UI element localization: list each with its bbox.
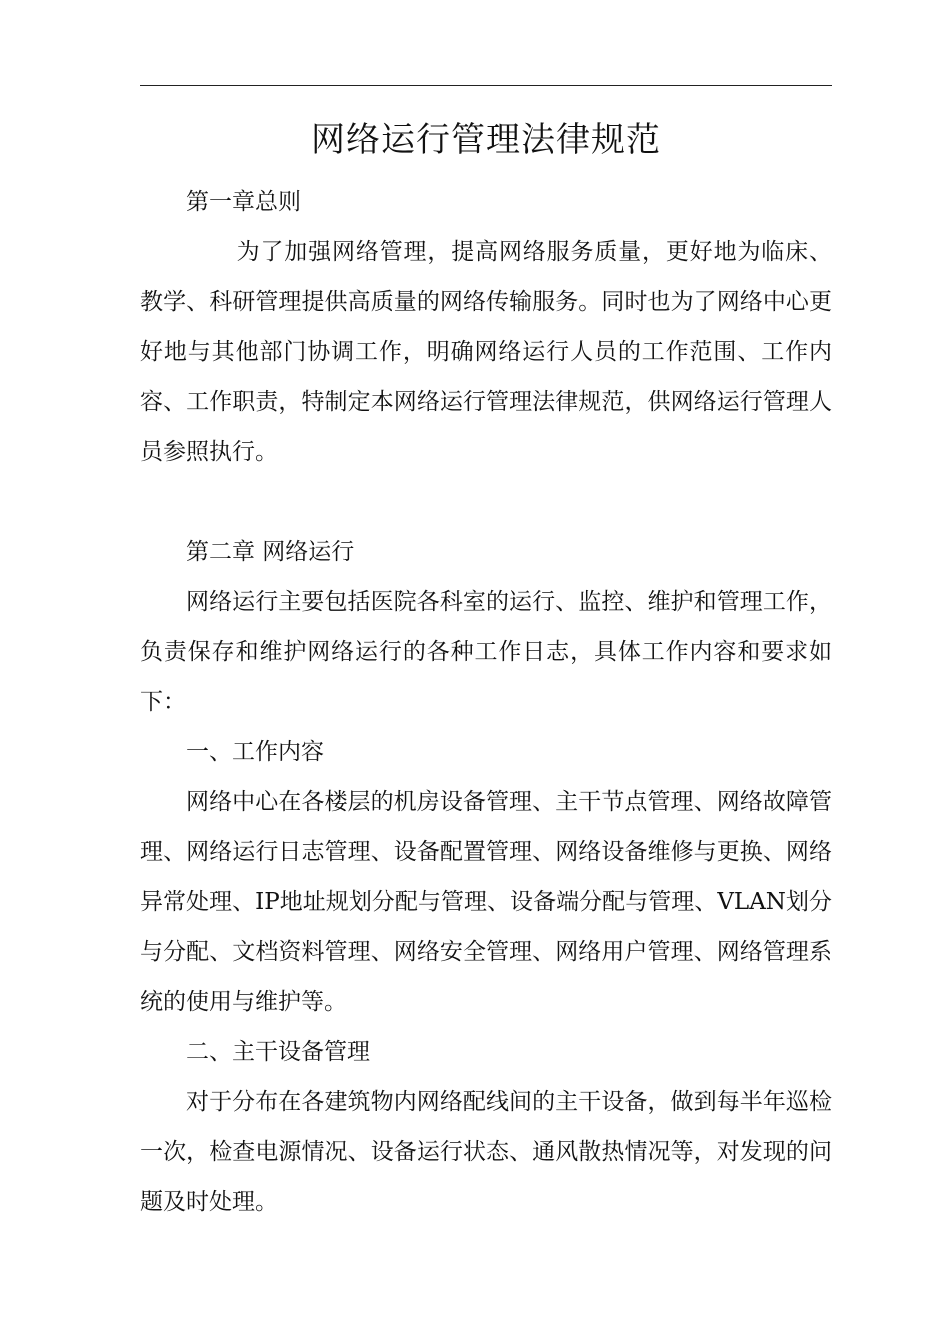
document-title: 网络运行管理法律规范 bbox=[311, 120, 661, 160]
document-body bbox=[140, 177, 832, 1227]
header-rule bbox=[140, 85, 832, 86]
chapter-2-paragraph: 网络运行主要包括医院各科室的运行、监控、维护和管理工作，负责保存和维护网络运行的各种工作日志，具体工作内容和要求如下： bbox=[140, 589, 832, 715]
chapter-1-paragraph: 为了加强网络管理，提高网络服务质量，更好地为临床、教学、科研管理提供高质量的网络传输服务。同时也为了网络中心更好地与其他部门协调工作，明确网络运行人员的工作范围、工作内容、工作职责，特制定本网络运行管理法律规范，供网络运行管理人员参照执行。 bbox=[140, 239, 832, 465]
section-2-paragraph: 对于分布在各建筑物内网络配线间的主干设备，做到每半年巡检一次，检查电源情况、设备运行状态、通风散热情况等，对发现的问题及时处理。 bbox=[140, 1089, 832, 1215]
chapter-1-heading: 第一章总则 bbox=[186, 189, 301, 215]
section-2-heading: 二、主干设备管理 bbox=[186, 1039, 370, 1065]
document-page bbox=[140, 0, 832, 1344]
section-1-heading: 一、工作内容 bbox=[186, 739, 324, 765]
section-1-paragraph: 网络中心在各楼层的机房设备管理、主干节点管理、网络故障管理、网络运行日志管理、设备配置管理、网络设备维修与更换、网络异常处理、IP地址规划分配与管理、设备端分配与管理、VLAN划分与分配、文档资料管理、网络安全管理、网络用户管理、网络管理系统的使用与维护等。 bbox=[140, 789, 832, 1015]
chapter-2-heading: 第二章 网络运行 bbox=[186, 539, 355, 565]
section-gap bbox=[140, 477, 832, 527]
